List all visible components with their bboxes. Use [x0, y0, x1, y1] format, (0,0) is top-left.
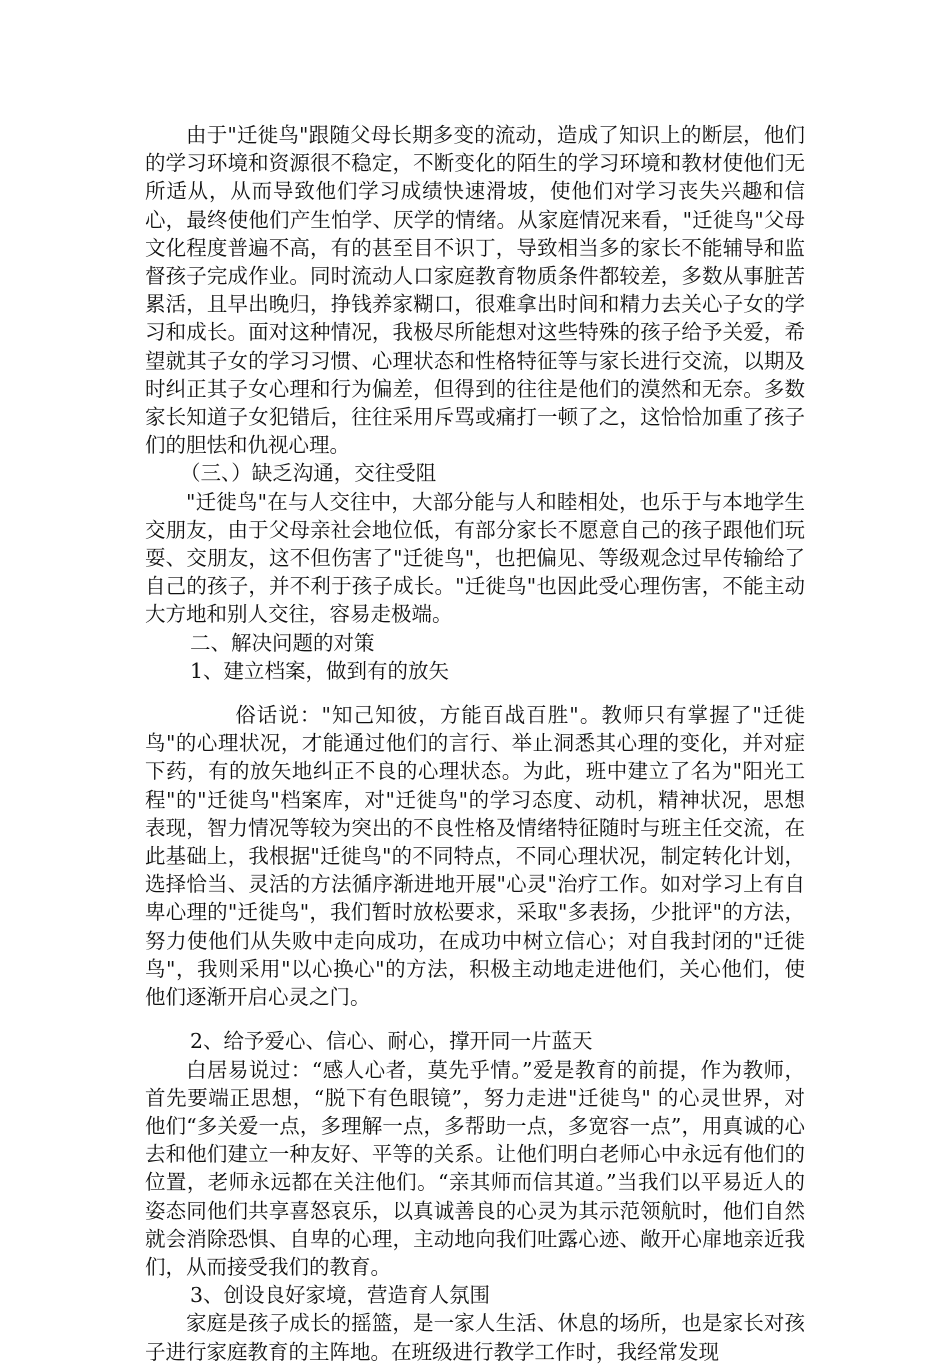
paragraph-family-detail: 家庭是孩子成长的摇篮，是一家人生活、休息的场所，也是家长对孩子进行家庭教育的主阵地。在班级进行教学工作时，我经常发现 [145, 1311, 805, 1364]
paragraph-archive-detail: 俗话说："知己知彼，方能百战百胜"。教师只有掌握了"迁徙鸟"的心理状况，才能通过他们的言行、举止洞悉其心理的变化，并对症下药，有的放矢地纠正不良的心理状态。为此，班中建立了名为"阳光工程"的"迁徙鸟"档案库，对"迁徙鸟"的学习态度、动机，精神状况，思想表现，智力情况等较为突出的不良性格及情绪特征随时与班主任交流，在此基础上，我根据"迁徙鸟"的不同特点，不同心理状况，制定转化计划，选择恰当、灵活的方法循序渐进地开展"心灵"治疗工作。如对学习上有自卑心理的"迁徙鸟"，我们暂时放松要求，采取"多表扬，少批评"的方法，努力使他们从失败中走向成功，在成功中树立信心；对自我封闭的"迁徙鸟"，我则采用"以心换心"的方法，积极主动地走进他们，关心他们，使他们逐渐开启心灵之门。 [145, 703, 805, 1010]
paragraph-love-detail: 白居易说过：“感人心者，莫先乎情。”爱是教育的前提，作为教师，首先要端正思想，“脱下有色眼镜”，努力走进"迁徙鸟" 的心灵世界，对他们“多关爱一点，多理解一点，多帮助一点，多宽容一点”，用真诚的心去和他们建立一种友好、平等的关系。让他们明白老师心中永远有他们的位置，老师永远都在关注他们。“亲其师而信其道。”当我们以平易近人的姿态同他们共享喜怒哀乐，以真诚善良的心灵为其示范领航时，他们自然就会消除恐惧、自卑的心理，主动地向我们吐露心迹、敞开心扉地亲近我们，从而接受我们的教育。 [145, 1057, 805, 1279]
heading-build-archive: 1、建立档案，做到有的放矢 [190, 658, 450, 683]
heading-give-love: 2、给予爱心、信心、耐心，撑开同一片蓝天 [190, 1029, 593, 1054]
heading-lack-communication: （三、）缺乏沟通，交往受阻 [180, 461, 437, 486]
document-body [145, 121, 805, 1366]
heading-countermeasures: 二、解决问题的对策 [190, 630, 375, 655]
heading-family-environment: 3、创设良好家境，营造育人氛围 [190, 1283, 491, 1308]
paragraph-social-interaction: "迁徙鸟"在与人交往中，大部分能与人和睦相处，也乐于与本地学生交朋友，由于父母亲社会地位低，有部分家长不愿意自己的孩子跟他们玩耍、交朋友，这不但伤害了"迁徙鸟"，也把偏见、等级观念过早传输给了自己的孩子，并不利于孩子成长。"迁徙鸟"也因此受心理伤害，不能主动大方地和别人交往，容易走极端。 [145, 489, 805, 627]
paragraph-learning-family: 由于"迁徙鸟"跟随父母长期多变的流动，造成了知识上的断层，他们的学习环境和资源很不稳定，不断变化的陌生的学习环境和教材使他们无所适从，从而导致他们学习成绩快速滑坡，使他们对学习丧失兴趣和信心，最终使他们产生怕学、厌学的情绪。从家庭情况来看，"迁徙鸟"父母文化程度普遍不高，有的甚至目不识丁，导致相当多的家长不能辅导和监督孩子完成作业。同时流动人口家庭教育物质条件都较差，多数从事脏苦累活，且早出晚归，挣钱养家糊口，很难拿出时间和精力去关心子女的学习和成长。面对这种情况，我极尽所能想对这些特殊的孩子给予关爱，希望就其子女的学习习惯、心理状态和性格特征等与家长进行交流，以期及时纠正其子女心理和行为偏差，但得到的往往是他们的漠然和无奈。多数家长知道子女犯错后，往往采用斥骂或痛打一顿了之，这恰恰加重了孩子们的胆怯和仇视心理。 [145, 123, 805, 458]
